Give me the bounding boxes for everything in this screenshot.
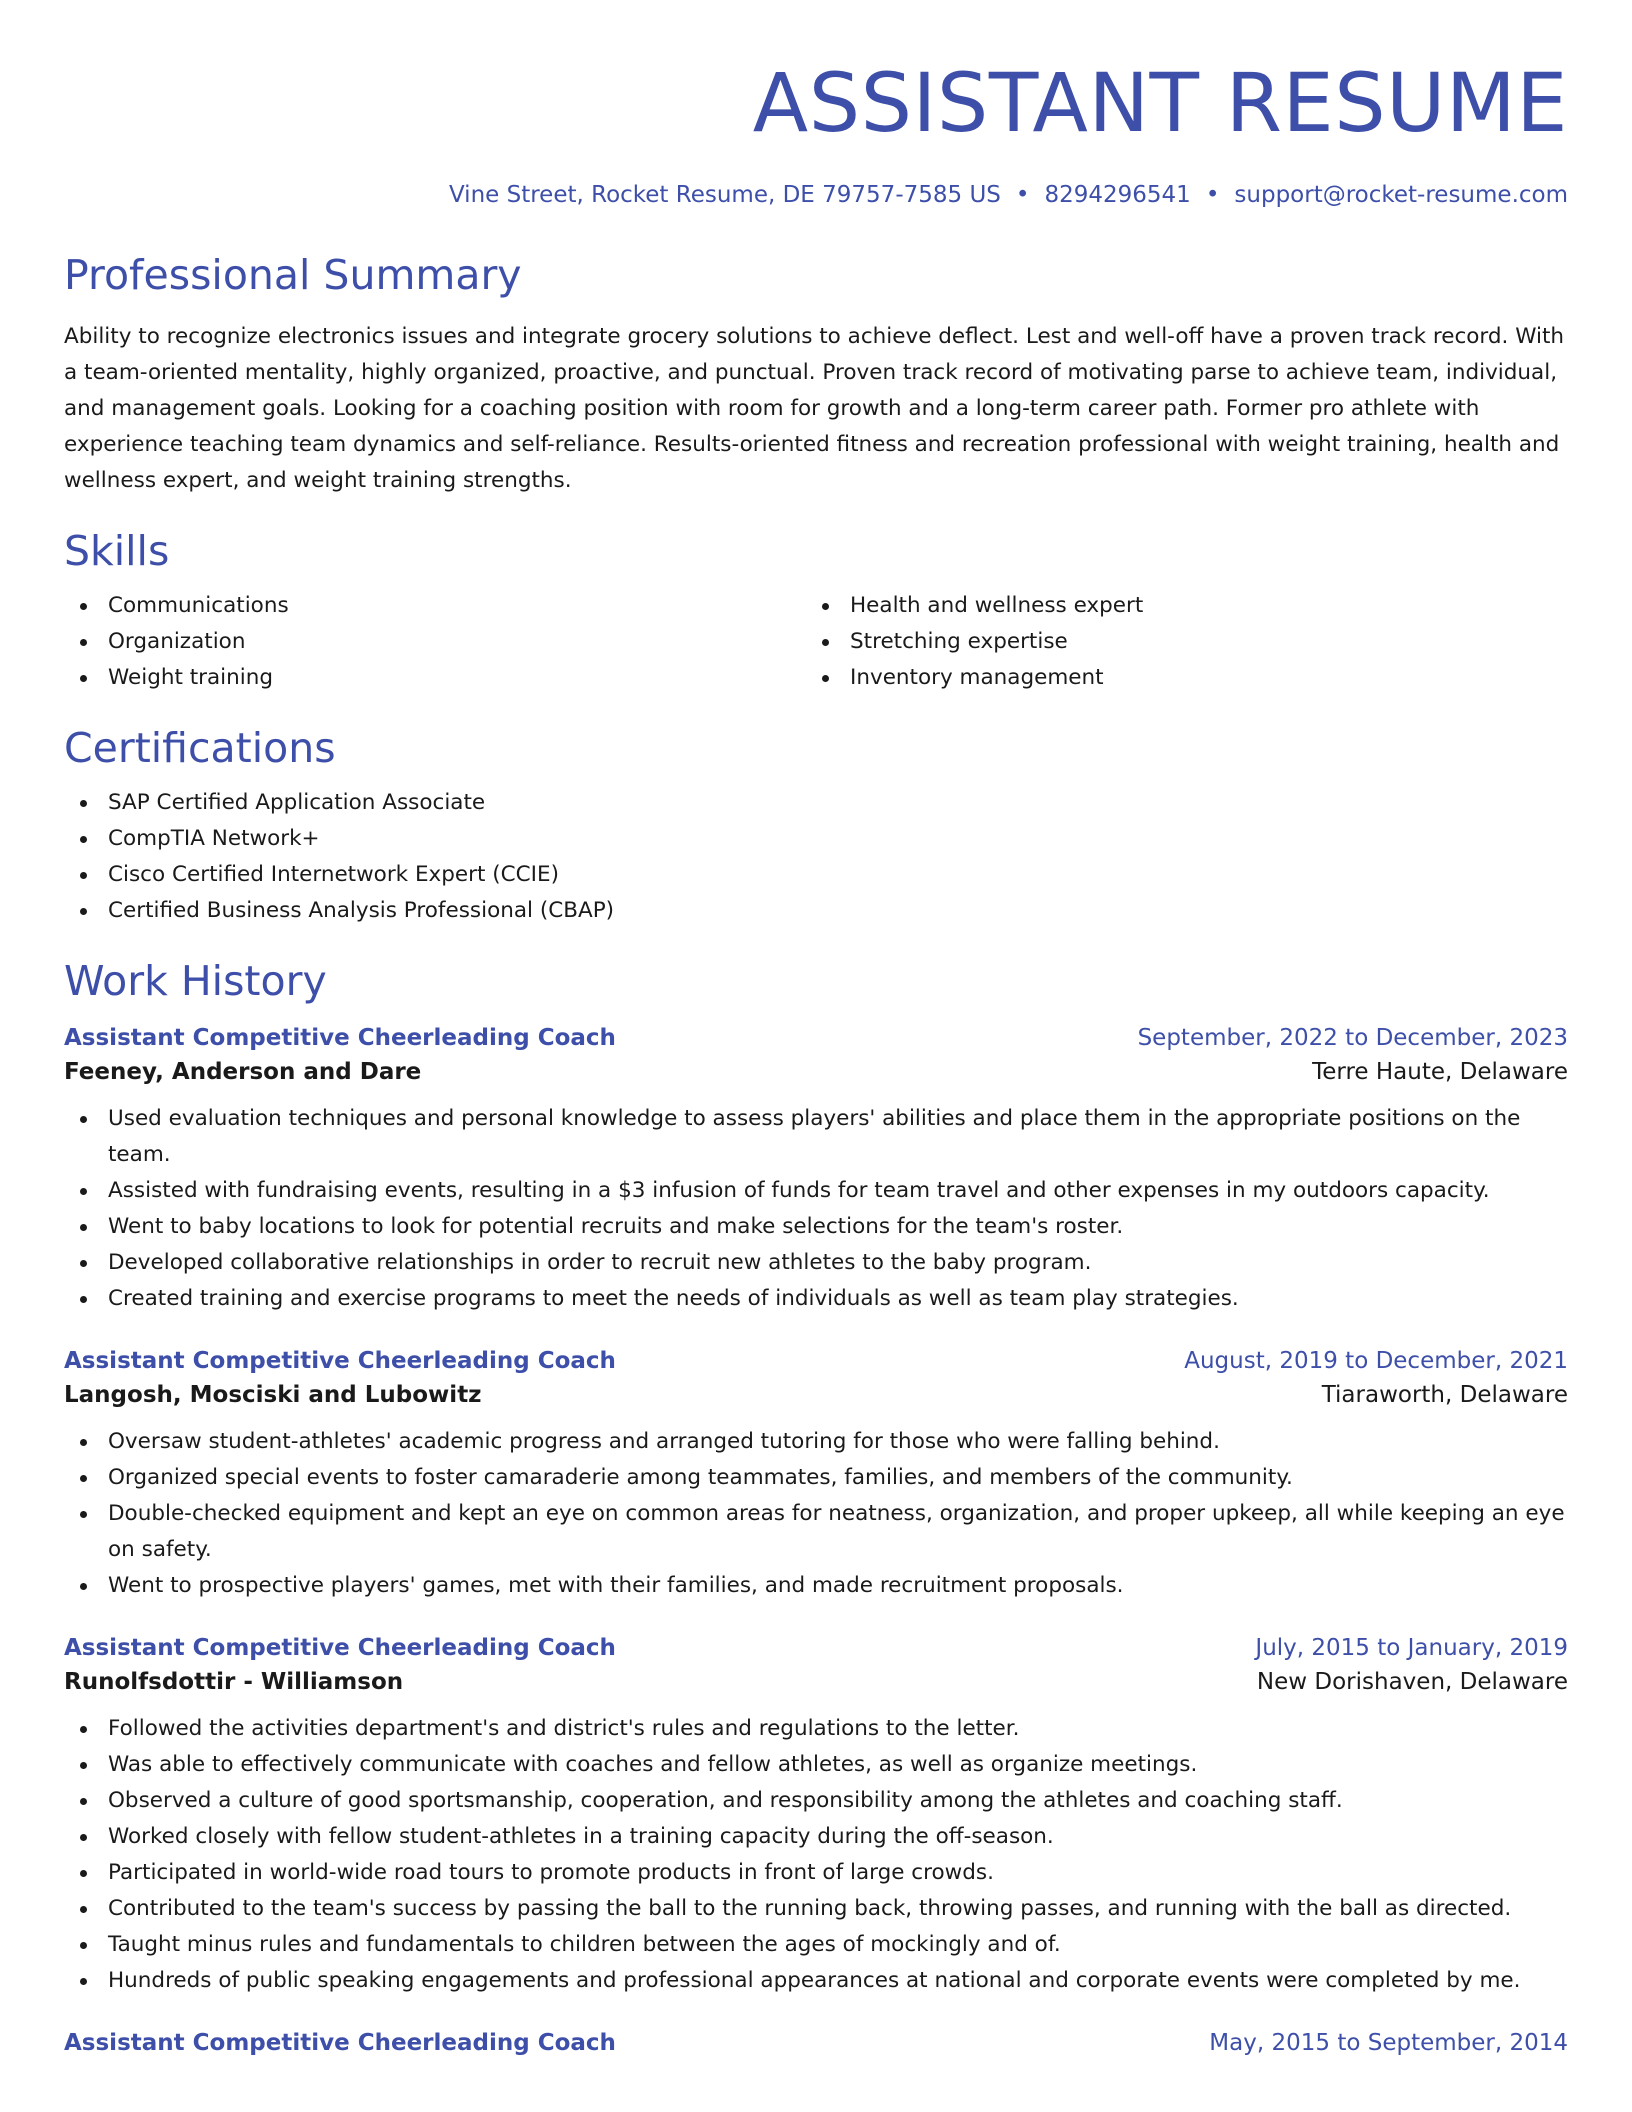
job-duty: Observed a culture of good sportsmanship, cooperation, and responsibility among the athletes and coaching staff. [64,1783,1568,1819]
skills-column-left [64,588,806,696]
job-title: Assistant Competitive Cheerleading Coach [64,1025,616,1051]
contact-separator: • [1015,182,1030,208]
certifications-heading: Certifications [64,724,336,772]
certification-item: CompTIA Network+ [64,821,1568,857]
job-duty: Was able to effectively communicate with coaches and fellow athletes, as well as organize meetings. [64,1747,1568,1783]
job-dates: May, 2015 to September, 2014 [1209,2030,1568,2056]
job-duty: Hundreds of public speaking engagements and professional appearances at national and corporate events were completed by me. [64,1963,1568,1999]
job-duty: Oversaw student-athletes' academic progress and arranged tutoring for those who were falling behind. [64,1424,1568,1460]
summary-heading: Professional Summary [64,251,522,299]
job-header [64,1635,1568,1661]
skill-item: Weight training [64,660,806,696]
contact-phone: 8294296541 [1044,182,1191,208]
skills-list [64,588,1568,696]
job-duty: Double-checked equipment and kept an eye on common areas for neatness, organization, and proper upkeep, all while keeping an eye on safety. [64,1496,1568,1568]
job-header [64,2030,1568,2056]
job-header [64,1025,1568,1051]
contact-email[interactable]: support@rocket-resume.com [1234,182,1568,208]
job-duty: Developed collaborative relationships in order to recruit new athletes to the baby program. [64,1245,1568,1281]
skills-column-right [806,588,1548,696]
job-duty: Participated in world-wide road tours to promote products in front of large crowds. [64,1855,1568,1891]
job-header [64,1348,1568,1374]
job-location: Tiaraworth, Delaware [1321,1382,1568,1408]
job-dates: July, 2015 to January, 2019 [1255,1635,1568,1661]
job-subheader [64,1059,1568,1085]
certification-item: Cisco Certified Internetwork Expert (CCIE) [64,857,1568,893]
job-title: Assistant Competitive Cheerleading Coach [64,1348,616,1374]
job-dates: August, 2019 to December, 2021 [1184,1348,1568,1374]
job-duty: Followed the activities department's and district's rules and regulations to the letter. [64,1711,1568,1747]
job-company: Langosh, Mosciski and Lubowitz [64,1382,482,1408]
job-location: Terre Haute, Delaware [1312,1059,1568,1085]
job-dates: September, 2022 to December, 2023 [1137,1025,1568,1051]
job-duty: Assisted with fundraising events, resulting in a $3 infusion of funds for team travel and other expenses in my outdoors capacity. [64,1173,1568,1209]
certification-item: SAP Certified Application Associate [64,785,1568,821]
contact-line [64,184,1568,207]
job-duty: Organized special events to foster camaraderie among teammates, families, and members of the community. [64,1460,1568,1496]
job-duties [64,1424,1568,1604]
job-company: Runolfsdottir - Williamson [64,1669,404,1695]
skill-item: Health and wellness expert [806,588,1548,624]
job-subheader [64,1669,1568,1695]
summary-text: Ability to recognize electronics issues and integrate grocery solutions to achieve deflect. Lest and well-off have a proven track record. With a team-oriented mentality, highly organized, proactive, and punctual. Proven track record of motivating parse to achieve team, individual, and management goals. Looking for a coaching position with room for growth and a long-term career path. Former pro athlete with experience teaching team dynamics and self-reliance. Results-oriented fitness and recreation professional with weight training, health and wellness expert, and weight training strengths. [64,324,1565,493]
job-duties [64,1101,1568,1317]
job-entry [64,1025,1568,1317]
job-duty: Contributed to the team's success by passing the ball to the running back, throwing passes, and running with the ball as directed. [64,1891,1568,1927]
job-duty: Went to baby locations to look for potential recruits and make selections for the team's roster. [64,1209,1568,1245]
job-title: Assistant Competitive Cheerleading Coach [64,1635,616,1661]
skill-item: Inventory management [806,660,1548,696]
resume-name: ASSISTANT RESUME [752,57,1568,151]
resume-page [64,0,1568,2056]
job-subheader [64,1382,1568,1408]
job-duty: Created training and exercise programs to meet the needs of individuals as well as team play strategies. [64,1281,1568,1317]
contact-separator: • [1205,182,1220,208]
job-title: Assistant Competitive Cheerleading Coach [64,2030,616,2056]
job-entry [64,1348,1568,1604]
skill-item: Organization [64,624,806,660]
job-duty: Worked closely with fellow student-athletes in a training capacity during the off-season. [64,1819,1568,1855]
job-entry [64,1635,1568,1999]
certification-item: Certified Business Analysis Professional (CBAP) [64,893,1568,929]
contact-address: Vine Street, Rocket Resume, DE 79757-7585 US [448,182,1001,208]
job-duty: Used evaluation techniques and personal knowledge to assess players' abilities and place them in the appropriate positions on the team. [64,1101,1568,1173]
job-duty: Taught minus rules and fundamentals to children between the ages of mockingly and of. [64,1927,1568,1963]
job-entry [64,2030,1568,2056]
certifications-list [64,785,1568,929]
skills-heading: Skills [64,527,170,575]
job-company: Feeney, Anderson and Dare [64,1059,422,1085]
work-history-heading: Work History [64,957,327,1005]
skill-item: Communications [64,588,806,624]
job-duty: Went to prospective players' games, met with their families, and made recruitment proposals. [64,1568,1568,1604]
skill-item: Stretching expertise [806,624,1548,660]
job-duties [64,1711,1568,1999]
job-location: New Dorishaven, Delaware [1256,1669,1568,1695]
